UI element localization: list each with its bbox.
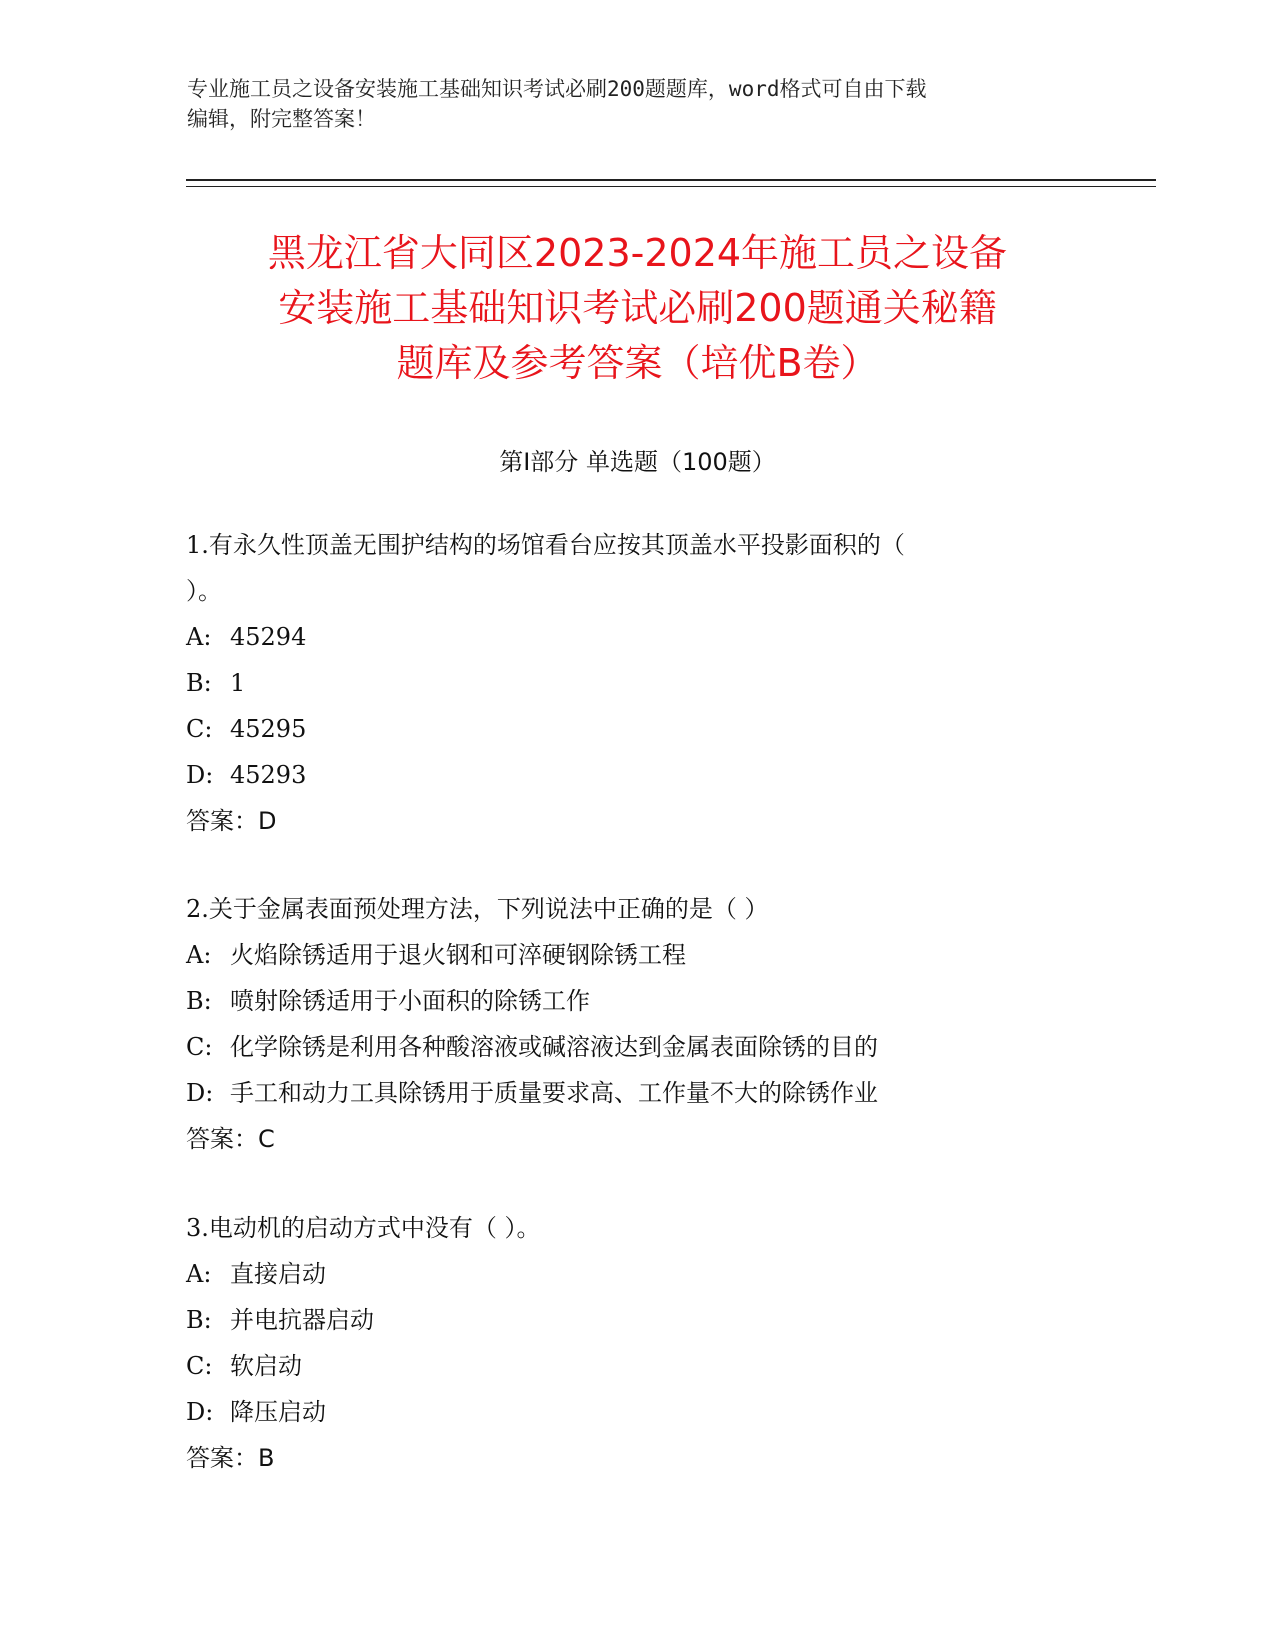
option-c [186, 706, 1086, 752]
option-key: B: [186, 987, 212, 1015]
question-stem: 1.有永久性顶盖无围护结构的场馆看台应按其顶盖水平投影面积的（ [186, 531, 905, 559]
option-text: 手工和动力工具除锈用于质量要求高、工作量不大的除锈作业 [230, 1079, 878, 1107]
option-text: 45295 [230, 715, 307, 743]
option-c [186, 1024, 1086, 1070]
option-text: 火焰除锈适用于退火钢和可淬硬钢除锈工程 [230, 941, 686, 969]
option-d [186, 752, 1086, 798]
document-title-line-3: 题库及参考答案（培优B卷） [396, 341, 879, 385]
option-key: C: [186, 1352, 213, 1380]
question-stem-continued: ）。 [186, 577, 222, 605]
option-key: A: [186, 623, 212, 651]
option-b [186, 1297, 1086, 1343]
option-text: 1 [230, 669, 246, 697]
option-text: 喷射除锈适用于小面积的除锈工作 [230, 987, 590, 1015]
option-text: 直接启动 [230, 1260, 326, 1288]
option-d [186, 1389, 1086, 1435]
option-text: 降压启动 [230, 1398, 326, 1426]
option-key: D: [186, 761, 214, 789]
document-title-line-2: 安装施工基础知识考试必刷200题通关秘籍 [278, 286, 997, 330]
header-rule-thick [186, 179, 1156, 181]
option-key: B: [186, 1306, 212, 1334]
option-d [186, 1070, 1086, 1116]
question-stem: 3.电动机的启动方式中没有（ ）。 [186, 1214, 541, 1242]
option-text: 45294 [230, 623, 307, 651]
answer: 答案：C [186, 1125, 275, 1153]
option-key: A: [186, 941, 212, 969]
answer: 答案：D [186, 807, 277, 835]
option-a [186, 932, 1086, 978]
option-c [186, 1343, 1086, 1389]
option-b [186, 660, 1086, 706]
option-key: B: [186, 669, 212, 697]
option-key: D: [186, 1398, 214, 1426]
header-note-line-1: 专业施工员之设备安装施工基础知识考试必刷200题题库，word格式可自由下载 [187, 77, 927, 101]
question-2 [186, 886, 1086, 1162]
header-note-line-2: 编辑，附完整答案！ [187, 107, 376, 131]
option-text: 软启动 [230, 1352, 302, 1380]
document-title [150, 226, 1125, 391]
option-text: 化学除锈是利用各种酸溶液或碱溶液达到金属表面除锈的目的 [230, 1033, 878, 1061]
option-key: C: [186, 715, 213, 743]
option-a [186, 614, 1086, 660]
section-title: 第Ⅰ部分 单选题（100题） [499, 448, 776, 476]
question-3 [186, 1205, 1086, 1481]
option-text: 45293 [230, 761, 307, 789]
option-b [186, 978, 1086, 1024]
answer: 答案：B [186, 1444, 275, 1472]
option-a [186, 1251, 1086, 1297]
option-key: D: [186, 1079, 214, 1107]
option-text: 并电抗器启动 [230, 1306, 374, 1334]
document-title-line-1: 黑龙江省大同区2023-2024年施工员之设备 [267, 231, 1008, 275]
question-1 [186, 522, 1086, 844]
option-key: C: [186, 1033, 213, 1061]
header-note [187, 74, 1067, 134]
question-stem: 2.关于金属表面预处理方法，下列说法中正确的是（ ） [186, 895, 769, 923]
header-rule-thin [186, 186, 1156, 187]
option-key: A: [186, 1260, 212, 1288]
